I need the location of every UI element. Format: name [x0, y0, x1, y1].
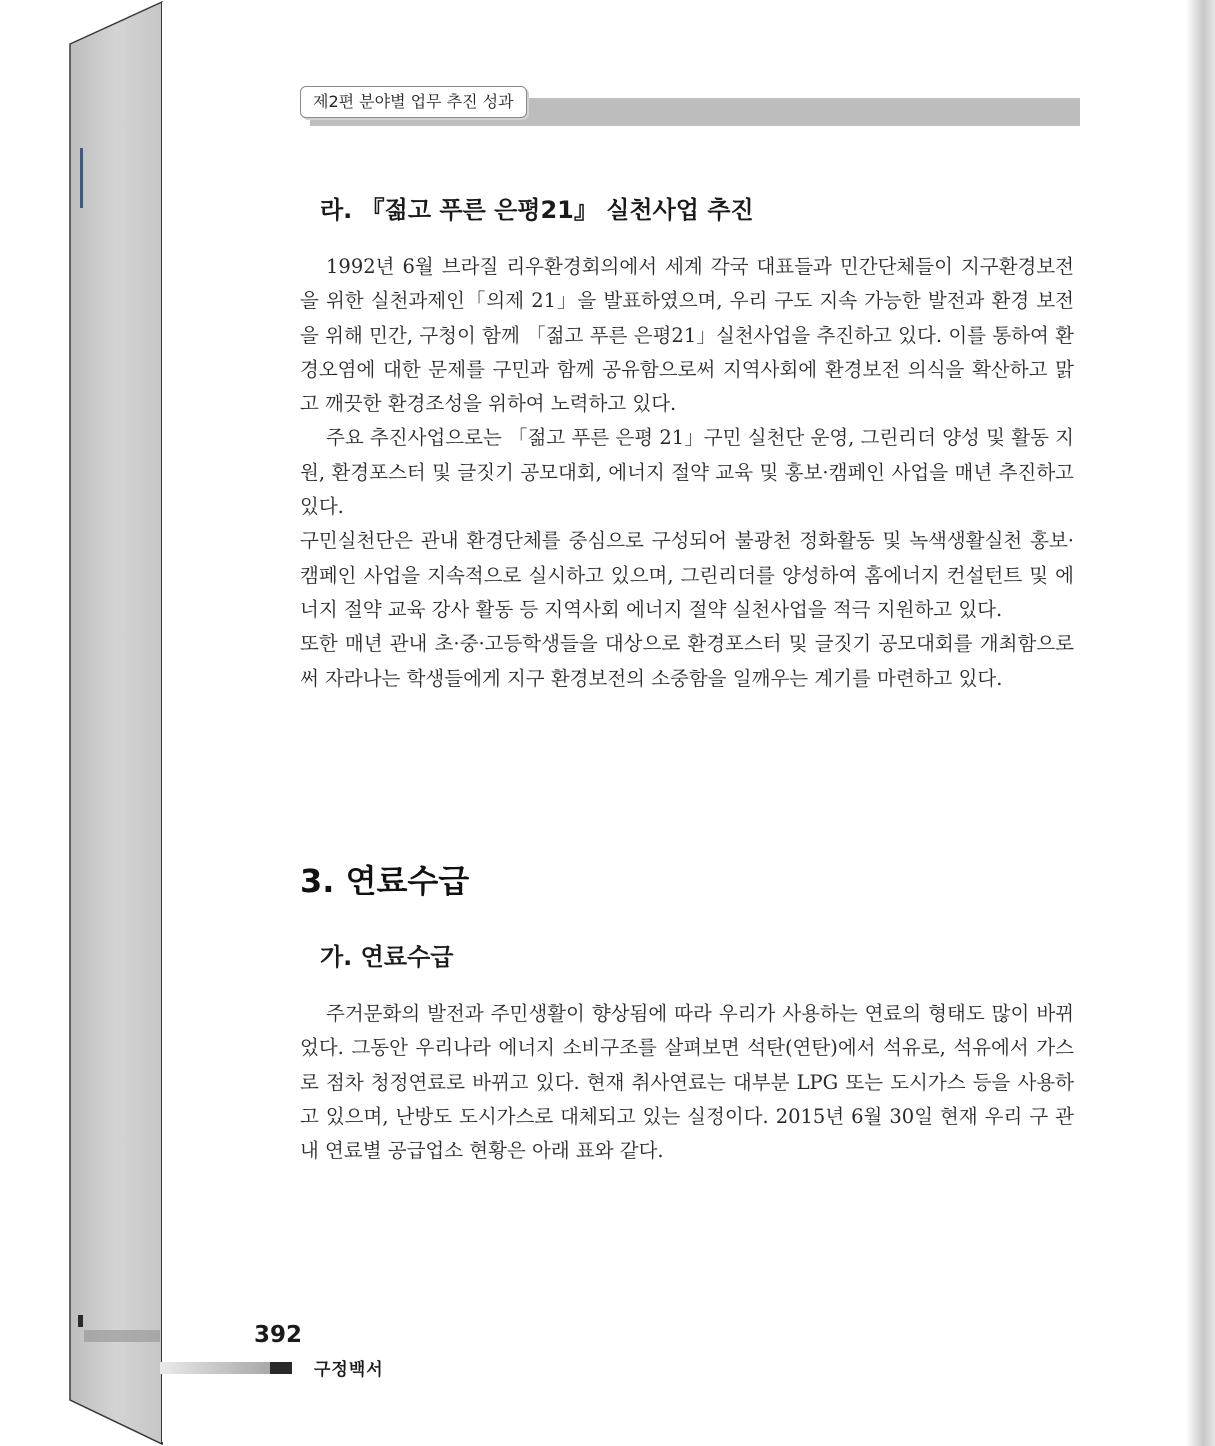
paragraph: 1992년 6월 브라질 리우환경회의에서 세계 각국 대표들과 민간단체들이 지구환경보전을 위한 실천과제인「의제 21」을 발표하였으며, 우리 구도 지속 가능한 발전과 환경 보전을 위해 민간, 구청이 함께 「젊고 푸른 은평21」실천사업을 추진하고 있다. 이를 통하여 환경오염에 대한 문제를 구민과 함께 공유함으로써 지역사회에 환경보전 의식을 확산하고 맑고 깨끗한 환경조성을 위하여 노력하고 있다.: [300, 255, 1074, 416]
paragraph: 구민실천단은 관내 환경단체를 중심으로 구성되어 불광천 정화활동 및 녹색생활실천 홍보·캠페인 사업을 지속적으로 실시하고 있으며, 그린리더를 양성하여 홈에너지 컨설턴트 및 에너지 절약 교육 강사 활동 등 지역사회 에너지 절약 실천사업을 적극 지원하고 있다.: [300, 529, 1074, 621]
paragraph: 주거문화의 발전과 주민생활이 향상됨에 따라 우리가 사용하는 연료의 형태도 많이 바뀌었다. 그동안 우리나라 에너지 소비구조를 살펴보면 석탄(연탄)에서 석유로, 석유에서 가스로 점차 청정연료로 바뀌고 있다. 현재 취사연료는 대부분 LPG 또는 도시가스 등을 사용하고 있으며, 난방도 도시가스로 대체되고 있는 실정이다. 2015년 6월 30일 현재 우리 구 관내 연료별 공급업소 현황은 아래 표와 같다.: [300, 1002, 1074, 1163]
section-heading-ga: 가. 연료수급: [320, 943, 454, 971]
section-heading-la: 라. 『젊고 푸른 은평21』 실천사업 추진: [320, 196, 754, 224]
running-header: 제2편 분야별 업무 추진 성과: [300, 86, 527, 118]
footer-bar-gradient: [160, 1362, 270, 1374]
page-number: 392: [254, 1322, 303, 1348]
paragraph: 주요 추진사업으로는 「젊고 푸른 은평 21」구민 실천단 운영, 그린리더 양성 및 활동 지원, 환경포스터 및 글짓기 공모대회, 에너지 절약 교육 및 홍보·캠페인 사업을 매년 추진하고 있다.: [300, 426, 1074, 519]
section-la-body: [300, 250, 1074, 696]
paragraph: 또한 매년 관내 초·중·고등학생들을 대상으로 환경포스터 및 글짓기 공모대회를 개최함으로써 자라나는 학생들에게 지구 환경보전의 소중함을 일깨우는 계기를 마련하고 있다.: [300, 632, 1074, 690]
section-ga-body: [300, 997, 1074, 1168]
page-edge-shadow: [1186, 0, 1215, 1446]
footer-bar: [270, 1362, 292, 1374]
section-heading-3: 3. 연료수급: [300, 862, 470, 900]
book-title: 구정백서: [314, 1360, 384, 1380]
